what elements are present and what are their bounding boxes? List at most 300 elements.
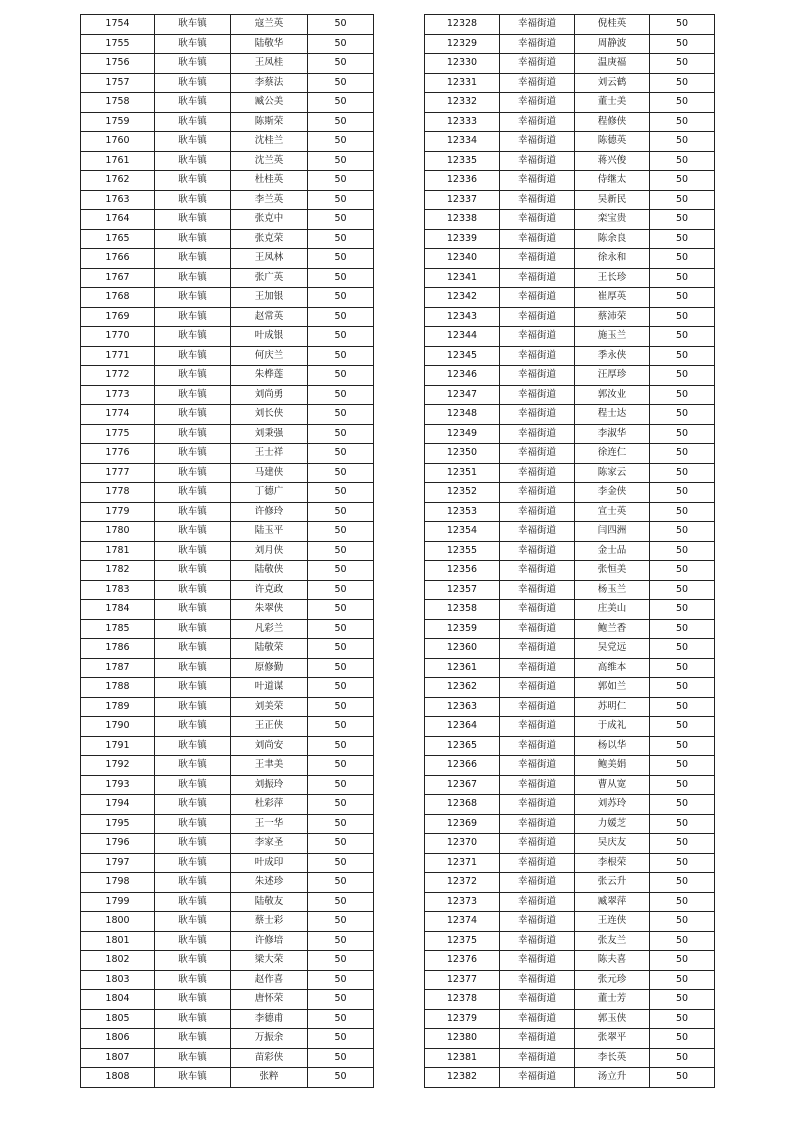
table-row — [425, 522, 715, 542]
amount-cell: 50 — [308, 424, 374, 444]
amount-cell: 50 — [308, 171, 374, 191]
district-cell: 幸福街道 — [500, 853, 575, 873]
row-number-cell: 1758 — [81, 93, 155, 113]
name-cell: 季永侠 — [575, 346, 650, 366]
table-row — [425, 834, 715, 854]
amount-cell: 50 — [308, 951, 374, 971]
table-row — [81, 931, 374, 951]
row-number-cell: 1793 — [81, 775, 155, 795]
amount-cell: 50 — [650, 951, 715, 971]
amount-cell: 50 — [650, 580, 715, 600]
row-number-cell: 12364 — [425, 717, 500, 737]
table-row — [81, 463, 374, 483]
amount-cell: 50 — [650, 1029, 715, 1049]
amount-cell: 50 — [308, 151, 374, 171]
row-number-cell: 1800 — [81, 912, 155, 932]
amount-cell: 50 — [650, 54, 715, 74]
row-number-cell: 1756 — [81, 54, 155, 74]
table-row — [425, 366, 715, 386]
name-cell: 张恒美 — [575, 561, 650, 581]
row-number-cell: 12347 — [425, 385, 500, 405]
district-cell: 幸福街道 — [500, 385, 575, 405]
row-number-cell: 12346 — [425, 366, 500, 386]
table-row — [425, 385, 715, 405]
name-cell: 李长英 — [575, 1048, 650, 1068]
table-row — [81, 385, 374, 405]
table-row — [81, 639, 374, 659]
amount-cell: 50 — [308, 34, 374, 54]
name-cell: 宣士英 — [575, 502, 650, 522]
table-row — [425, 639, 715, 659]
name-cell: 刘振玲 — [231, 775, 308, 795]
table-row — [425, 424, 715, 444]
amount-cell: 50 — [308, 736, 374, 756]
table-row — [81, 483, 374, 503]
table-row — [81, 1009, 374, 1029]
row-number-cell: 1763 — [81, 190, 155, 210]
row-number-cell: 1807 — [81, 1048, 155, 1068]
amount-cell: 50 — [650, 853, 715, 873]
district-cell: 耿车镇 — [155, 307, 231, 327]
row-number-cell: 12343 — [425, 307, 500, 327]
amount-cell: 50 — [308, 834, 374, 854]
district-cell: 耿车镇 — [155, 834, 231, 854]
row-number-cell: 12332 — [425, 93, 500, 113]
table-row — [81, 912, 374, 932]
table-row — [425, 1068, 715, 1088]
name-cell: 李家圣 — [231, 834, 308, 854]
amount-cell: 50 — [308, 1068, 374, 1088]
amount-cell: 50 — [650, 639, 715, 659]
row-number-cell: 12368 — [425, 795, 500, 815]
name-cell: 郭如兰 — [575, 678, 650, 698]
amount-cell: 50 — [308, 717, 374, 737]
table-row — [425, 405, 715, 425]
name-cell: 刘长侠 — [231, 405, 308, 425]
row-number-cell: 12378 — [425, 990, 500, 1010]
row-number-cell: 12380 — [425, 1029, 500, 1049]
name-cell: 李金侠 — [575, 483, 650, 503]
district-cell: 耿车镇 — [155, 775, 231, 795]
table-row — [81, 951, 374, 971]
row-number-cell: 1785 — [81, 619, 155, 639]
row-number-cell: 12331 — [425, 73, 500, 93]
name-cell: 张翠平 — [575, 1029, 650, 1049]
name-cell: 力媛芝 — [575, 814, 650, 834]
district-cell: 幸福街道 — [500, 970, 575, 990]
row-number-cell: 1796 — [81, 834, 155, 854]
district-cell: 幸福街道 — [500, 424, 575, 444]
row-number-cell: 1784 — [81, 600, 155, 620]
amount-cell: 50 — [308, 1009, 374, 1029]
amount-cell: 50 — [650, 775, 715, 795]
name-cell: 刘美荣 — [231, 697, 308, 717]
table-row — [425, 678, 715, 698]
district-cell: 耿车镇 — [155, 912, 231, 932]
name-cell: 李兰英 — [231, 190, 308, 210]
amount-cell: 50 — [650, 834, 715, 854]
table-row — [425, 717, 715, 737]
district-cell: 耿车镇 — [155, 112, 231, 132]
row-number-cell: 12328 — [425, 15, 500, 35]
district-cell: 耿车镇 — [155, 1009, 231, 1029]
name-cell: 梁大荣 — [231, 951, 308, 971]
district-cell: 幸福街道 — [500, 444, 575, 464]
district-cell: 幸福街道 — [500, 522, 575, 542]
table-row — [81, 249, 374, 269]
amount-cell: 50 — [308, 327, 374, 347]
row-number-cell: 12351 — [425, 463, 500, 483]
name-cell: 沈桂兰 — [231, 132, 308, 152]
row-number-cell: 1794 — [81, 795, 155, 815]
table-row — [81, 658, 374, 678]
district-cell: 幸福街道 — [500, 15, 575, 35]
table-row — [81, 502, 374, 522]
table-row — [425, 444, 715, 464]
row-number-cell: 12362 — [425, 678, 500, 698]
row-number-cell: 12339 — [425, 229, 500, 249]
name-cell: 赵常英 — [231, 307, 308, 327]
name-cell: 苏明仁 — [575, 697, 650, 717]
district-cell: 幸福街道 — [500, 229, 575, 249]
table-row — [81, 756, 374, 776]
amount-cell: 50 — [308, 463, 374, 483]
name-cell: 王连侠 — [575, 912, 650, 932]
amount-cell: 50 — [650, 1009, 715, 1029]
table-row — [81, 288, 374, 308]
row-number-cell: 12373 — [425, 892, 500, 912]
amount-cell: 50 — [650, 424, 715, 444]
name-cell: 曹从宽 — [575, 775, 650, 795]
district-cell: 耿车镇 — [155, 541, 231, 561]
amount-cell: 50 — [650, 405, 715, 425]
row-number-cell: 12367 — [425, 775, 500, 795]
table-row — [425, 814, 715, 834]
district-cell: 幸福街道 — [500, 171, 575, 191]
name-cell: 唐怀荣 — [231, 990, 308, 1010]
district-cell: 耿车镇 — [155, 814, 231, 834]
table-row — [425, 561, 715, 581]
name-cell: 鲍美娟 — [575, 756, 650, 776]
district-cell: 幸福街道 — [500, 873, 575, 893]
table-row — [425, 990, 715, 1010]
name-cell: 程修侠 — [575, 112, 650, 132]
name-cell: 侍继太 — [575, 171, 650, 191]
district-cell: 耿车镇 — [155, 327, 231, 347]
name-cell: 许克政 — [231, 580, 308, 600]
name-cell: 王正侠 — [231, 717, 308, 737]
row-number-cell: 1795 — [81, 814, 155, 834]
table-row — [425, 171, 715, 191]
amount-cell: 50 — [308, 541, 374, 561]
district-cell: 耿车镇 — [155, 658, 231, 678]
row-number-cell: 12358 — [425, 600, 500, 620]
table-row — [81, 561, 374, 581]
district-cell: 耿车镇 — [155, 736, 231, 756]
amount-cell: 50 — [650, 73, 715, 93]
table-row — [81, 892, 374, 912]
row-number-cell: 1765 — [81, 229, 155, 249]
amount-cell: 50 — [308, 775, 374, 795]
row-number-cell: 1782 — [81, 561, 155, 581]
amount-cell: 50 — [308, 346, 374, 366]
district-cell: 幸福街道 — [500, 327, 575, 347]
row-number-cell: 12342 — [425, 288, 500, 308]
amount-cell: 50 — [650, 93, 715, 113]
name-cell: 吴党远 — [575, 639, 650, 659]
district-cell: 幸福街道 — [500, 795, 575, 815]
table-row — [81, 405, 374, 425]
name-cell: 高维本 — [575, 658, 650, 678]
row-number-cell: 12377 — [425, 970, 500, 990]
district-cell: 耿车镇 — [155, 522, 231, 542]
name-cell: 陈德英 — [575, 132, 650, 152]
row-number-cell: 1771 — [81, 346, 155, 366]
row-number-cell: 1806 — [81, 1029, 155, 1049]
table-row — [425, 249, 715, 269]
name-cell: 徐永和 — [575, 249, 650, 269]
name-cell: 朱述珍 — [231, 873, 308, 893]
district-cell: 幸福街道 — [500, 210, 575, 230]
table-row — [81, 873, 374, 893]
district-cell: 耿车镇 — [155, 580, 231, 600]
amount-cell: 50 — [308, 990, 374, 1010]
table-row — [81, 15, 374, 35]
amount-cell: 50 — [650, 717, 715, 737]
name-cell: 郭汝业 — [575, 385, 650, 405]
table-row — [81, 678, 374, 698]
name-cell: 刘尚安 — [231, 736, 308, 756]
district-cell: 幸福街道 — [500, 561, 575, 581]
name-cell: 臧公美 — [231, 93, 308, 113]
row-number-cell: 12350 — [425, 444, 500, 464]
district-cell: 幸福街道 — [500, 756, 575, 776]
row-number-cell: 12345 — [425, 346, 500, 366]
name-cell: 凡彩兰 — [231, 619, 308, 639]
district-cell: 耿车镇 — [155, 249, 231, 269]
amount-cell: 50 — [650, 385, 715, 405]
amount-cell: 50 — [308, 73, 374, 93]
amount-cell: 50 — [308, 249, 374, 269]
name-cell: 郭玉侠 — [575, 1009, 650, 1029]
table-row — [425, 54, 715, 74]
row-number-cell: 12340 — [425, 249, 500, 269]
district-cell: 幸福街道 — [500, 288, 575, 308]
row-number-cell: 12337 — [425, 190, 500, 210]
amount-cell: 50 — [650, 210, 715, 230]
table-row — [425, 775, 715, 795]
table-row — [81, 327, 374, 347]
row-number-cell: 1797 — [81, 853, 155, 873]
amount-cell: 50 — [650, 697, 715, 717]
row-number-cell: 1757 — [81, 73, 155, 93]
row-number-cell: 12375 — [425, 931, 500, 951]
amount-cell: 50 — [308, 366, 374, 386]
name-cell: 蒋兴俊 — [575, 151, 650, 171]
amount-cell: 50 — [308, 931, 374, 951]
district-cell: 耿车镇 — [155, 756, 231, 776]
district-cell: 耿车镇 — [155, 171, 231, 191]
name-cell: 杜桂英 — [231, 171, 308, 191]
amount-cell: 50 — [308, 697, 374, 717]
name-cell: 刘苏玲 — [575, 795, 650, 815]
table-row — [425, 892, 715, 912]
name-cell: 刘尚勇 — [231, 385, 308, 405]
name-cell: 张元珍 — [575, 970, 650, 990]
district-cell: 耿车镇 — [155, 54, 231, 74]
name-cell: 叶成银 — [231, 327, 308, 347]
amount-cell: 50 — [308, 619, 374, 639]
amount-cell: 50 — [650, 912, 715, 932]
amount-cell: 50 — [650, 346, 715, 366]
table-row — [425, 970, 715, 990]
district-cell: 幸福街道 — [500, 249, 575, 269]
row-number-cell: 1805 — [81, 1009, 155, 1029]
name-cell: 臧翠萍 — [575, 892, 650, 912]
table-row — [425, 307, 715, 327]
name-cell: 马建侠 — [231, 463, 308, 483]
table-row — [425, 210, 715, 230]
name-cell: 董士芳 — [575, 990, 650, 1010]
row-number-cell: 1770 — [81, 327, 155, 347]
name-cell: 陆敬荣 — [231, 639, 308, 659]
row-number-cell: 1808 — [81, 1068, 155, 1088]
row-number-cell: 12371 — [425, 853, 500, 873]
row-number-cell: 1768 — [81, 288, 155, 308]
district-cell: 幸福街道 — [500, 502, 575, 522]
row-number-cell: 1762 — [81, 171, 155, 191]
amount-cell: 50 — [650, 619, 715, 639]
table-row — [425, 1029, 715, 1049]
district-cell: 耿车镇 — [155, 892, 231, 912]
name-cell: 杨以华 — [575, 736, 650, 756]
district-cell: 耿车镇 — [155, 483, 231, 503]
table-row — [425, 73, 715, 93]
district-cell: 幸福街道 — [500, 483, 575, 503]
table-row — [81, 171, 374, 191]
district-cell: 耿车镇 — [155, 229, 231, 249]
table-row — [425, 346, 715, 366]
amount-cell: 50 — [308, 483, 374, 503]
name-cell: 温庚福 — [575, 54, 650, 74]
table-row — [425, 229, 715, 249]
amount-cell: 50 — [650, 1048, 715, 1068]
name-cell: 张克荣 — [231, 229, 308, 249]
district-cell: 耿车镇 — [155, 1048, 231, 1068]
table-row — [425, 600, 715, 620]
table-row — [81, 132, 374, 152]
table-row — [81, 853, 374, 873]
district-cell: 幸福街道 — [500, 1009, 575, 1029]
name-cell: 原修勤 — [231, 658, 308, 678]
table-row — [425, 873, 715, 893]
district-cell: 幸福街道 — [500, 717, 575, 737]
table-row — [81, 73, 374, 93]
district-cell: 幸福街道 — [500, 34, 575, 54]
district-cell: 耿车镇 — [155, 346, 231, 366]
district-cell: 幸福街道 — [500, 346, 575, 366]
table-row — [425, 1048, 715, 1068]
table-row — [81, 990, 374, 1010]
amount-cell: 50 — [308, 600, 374, 620]
amount-cell: 50 — [308, 892, 374, 912]
district-cell: 耿车镇 — [155, 15, 231, 35]
amount-cell: 50 — [650, 990, 715, 1010]
row-number-cell: 12336 — [425, 171, 500, 191]
table-row — [81, 444, 374, 464]
amount-cell: 50 — [308, 132, 374, 152]
amount-cell: 50 — [308, 814, 374, 834]
name-cell: 徐连仁 — [575, 444, 650, 464]
name-cell: 陈余良 — [575, 229, 650, 249]
amount-cell: 50 — [308, 288, 374, 308]
district-cell: 幸福街道 — [500, 541, 575, 561]
amount-cell: 50 — [650, 502, 715, 522]
name-cell: 杜彩萍 — [231, 795, 308, 815]
table-row — [81, 580, 374, 600]
table-row — [425, 151, 715, 171]
amount-cell: 50 — [308, 580, 374, 600]
amount-cell: 50 — [650, 600, 715, 620]
table-row — [81, 541, 374, 561]
name-cell: 寇兰英 — [231, 15, 308, 35]
amount-cell: 50 — [308, 444, 374, 464]
district-cell: 耿车镇 — [155, 639, 231, 659]
amount-cell: 50 — [650, 327, 715, 347]
district-cell: 耿车镇 — [155, 366, 231, 386]
district-cell: 幸福街道 — [500, 658, 575, 678]
row-number-cell: 1798 — [81, 873, 155, 893]
row-number-cell: 1776 — [81, 444, 155, 464]
district-cell: 幸福街道 — [500, 190, 575, 210]
table-row — [425, 15, 715, 35]
district-cell: 耿车镇 — [155, 1029, 231, 1049]
table-row — [81, 814, 374, 834]
row-number-cell: 12355 — [425, 541, 500, 561]
row-number-cell: 12365 — [425, 736, 500, 756]
district-cell: 幸福街道 — [500, 775, 575, 795]
table-row — [81, 346, 374, 366]
amount-cell: 50 — [308, 405, 374, 425]
table-row — [81, 1029, 374, 1049]
amount-cell: 50 — [308, 795, 374, 815]
name-cell: 王长珍 — [575, 268, 650, 288]
amount-cell: 50 — [308, 873, 374, 893]
row-number-cell: 12333 — [425, 112, 500, 132]
district-cell: 幸福街道 — [500, 892, 575, 912]
district-cell: 幸福街道 — [500, 132, 575, 152]
row-number-cell: 1803 — [81, 970, 155, 990]
district-cell: 耿车镇 — [155, 1068, 231, 1088]
district-cell: 幸福街道 — [500, 366, 575, 386]
row-number-cell: 12352 — [425, 483, 500, 503]
name-cell: 王士祥 — [231, 444, 308, 464]
table-row — [425, 931, 715, 951]
left-roster-table — [80, 14, 374, 1088]
amount-cell: 50 — [650, 795, 715, 815]
name-cell: 刘秉强 — [231, 424, 308, 444]
table-row — [425, 132, 715, 152]
name-cell: 陈斯荣 — [231, 112, 308, 132]
amount-cell: 50 — [308, 756, 374, 776]
row-number-cell: 1772 — [81, 366, 155, 386]
row-number-cell: 12359 — [425, 619, 500, 639]
name-cell: 陆敬侠 — [231, 561, 308, 581]
name-cell: 陆玉平 — [231, 522, 308, 542]
district-cell: 幸福街道 — [500, 1029, 575, 1049]
row-number-cell: 1802 — [81, 951, 155, 971]
amount-cell: 50 — [650, 366, 715, 386]
